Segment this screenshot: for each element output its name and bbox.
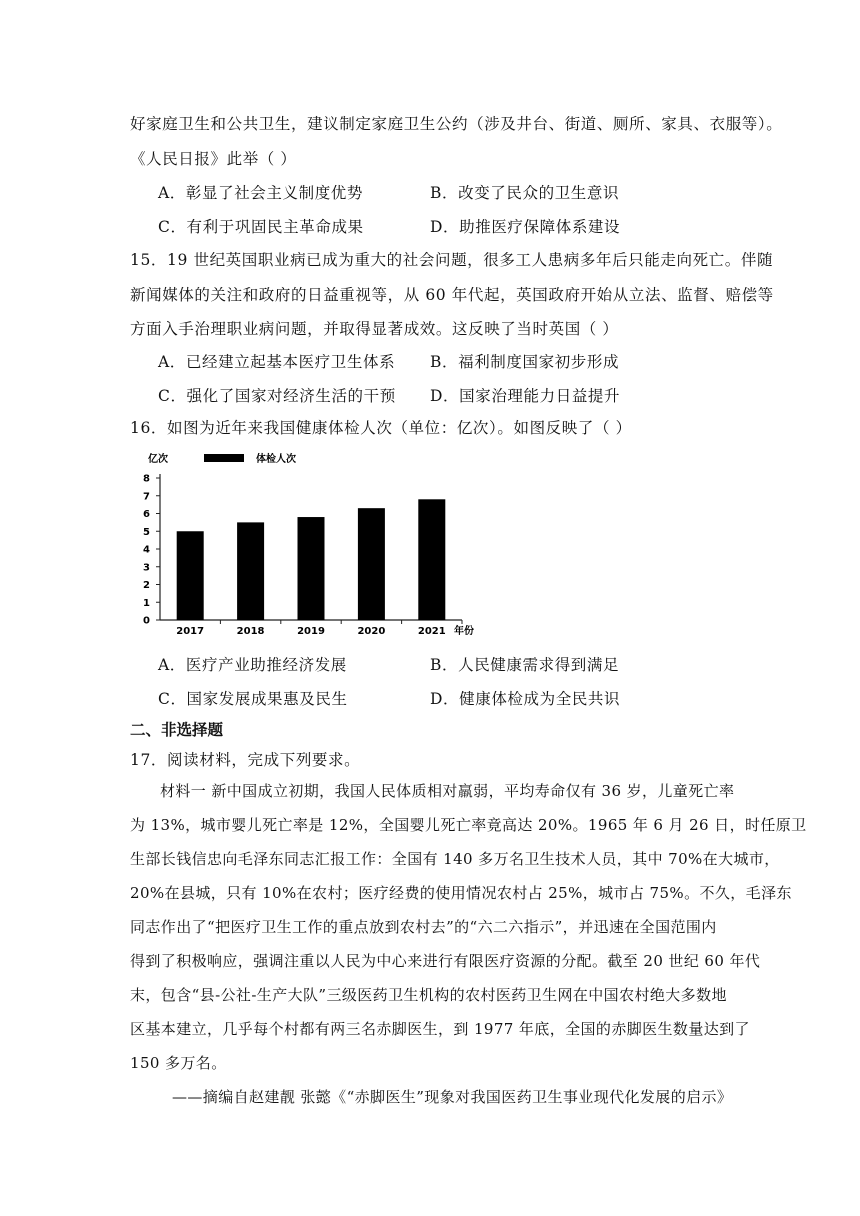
health-checkup-bar-chart: [130, 442, 490, 642]
material-line: 区基本建立，几乎每个村都有两三名赤脚医生，到 1977 年底，全国的赤脚医生数量达到了: [130, 1020, 750, 1038]
q15-text-line2: 新闻媒体的关注和政府的日益重视等，从 60 年代起，英国政府开始从立法、监督、赔偿等: [130, 286, 774, 304]
section-heading: 二、非选择题: [130, 721, 224, 739]
x-tick-label: 2021: [417, 626, 446, 637]
q15-text-line1: 15．19 世纪英国职业病已成为重大的社会问题，很多工人患病多年后只能走向死亡。伴随: [130, 251, 774, 269]
q15-option-b: B．福利制度国家初步形成: [430, 353, 620, 371]
legend-swatch: [204, 454, 244, 462]
legend-label: 体检人次: [256, 454, 296, 465]
bar: [418, 499, 445, 620]
q14-option-d: D．助推医疗保障体系建设: [430, 218, 621, 236]
material-line: 同志作出了“把医疗卫生工作的重点放到农村去”的“六二六指示”，并迅速在全国范围内: [130, 918, 717, 936]
y-tick-label: 5: [143, 526, 150, 538]
y-tick-label: 2: [143, 580, 150, 591]
bar: [177, 531, 204, 620]
q15-option-c: C．强化了国家对经济生活的干预: [158, 387, 396, 405]
q16-option-d: D．健康体检成为全民共识: [430, 690, 621, 708]
q16-option-c: C．国家发展成果惠及民生: [158, 690, 348, 708]
q14-option-c: C．有利于巩固民主革命成果: [158, 218, 364, 236]
material-line: 末，包含“县-公社-生产大队”三级医药卫生机构的农村医药卫生网在中国农村绝大多数地: [130, 986, 727, 1004]
y-tick-label: 8: [143, 473, 150, 485]
q14-text-line1: 好家庭卫生和公共卫生，建议制定家庭卫生公约（涉及井台、街道、厕所、家具、衣服等）。: [130, 115, 783, 133]
x-tick-label: 2020: [357, 626, 386, 637]
x-tick-label: 2017: [176, 626, 205, 637]
x-tick-label: 2018: [236, 626, 265, 637]
y-tick-label: 7: [143, 491, 150, 503]
chart-ylabel: 亿次: [148, 454, 168, 465]
x-tick-label: 2019: [297, 626, 325, 637]
bar: [298, 517, 325, 620]
q16-text-line1: 16．如图为近年来我国健康体检人次（单位：亿次）。如图反映了（ ）: [130, 419, 632, 437]
material-line: 得到了积极响应，强调注重以人民为中心来进行有限医疗资源的分配。截至 20 世纪 60 年代: [130, 952, 761, 970]
y-tick-label: 1: [143, 597, 150, 609]
y-tick-label: 6: [143, 509, 150, 520]
material-line: 材料一 新中国成立初期，我国人民体质相对羸弱，平均寿命仅有 36 岁，儿童死亡率: [160, 782, 735, 800]
q14-text-line2: 《人民日报》此举（ ）: [130, 150, 297, 168]
chart-xlabel: 年份: [454, 626, 474, 637]
bar: [237, 522, 264, 620]
y-tick-label: 3: [143, 562, 150, 574]
q15-text-line3: 方面入手治理职业病问题，并取得显著成效。这反映了当时英国（ ）: [130, 320, 619, 338]
q14-option-b: B．改变了民众的卫生意识: [430, 184, 620, 202]
q15-option-a: A．已经建立起基本医疗卫生体系: [158, 353, 396, 371]
y-tick-label: 4: [143, 544, 150, 556]
q16-option-b: B．人民健康需求得到满足: [430, 656, 620, 674]
y-tick-label: 0: [143, 615, 150, 627]
q14-option-a: A．彰显了社会主义制度优势: [158, 184, 363, 202]
material-line: 生部长钱信忠向毛泽东同志汇报工作：全国有 140 多万名卫生技术人员，其中 70%在大城市，: [130, 850, 780, 868]
q16-option-a: A．医疗产业助推经济发展: [158, 656, 347, 674]
q17-text-line1: 17．阅读材料，完成下列要求。: [130, 751, 361, 769]
material-line: 150 多万名。: [130, 1054, 227, 1072]
material-source: ——摘编自赵建靓 张懿《“赤脚医生”现象对我国医药卫生事业现代化发展的启示》: [172, 1088, 733, 1106]
material-line: 为 13%，城市婴儿死亡率是 12%，全国婴儿死亡率竟高达 20%。1965 年 6 月 26 日，时任原卫: [130, 816, 807, 834]
material-line: 20%在县城，只有 10%在农村；医疗经费的使用情况农村占 25%，城市占 75%。不久，毛泽东: [130, 884, 792, 902]
q15-option-d: D．国家治理能力日益提升: [430, 387, 621, 405]
bar: [358, 508, 385, 620]
